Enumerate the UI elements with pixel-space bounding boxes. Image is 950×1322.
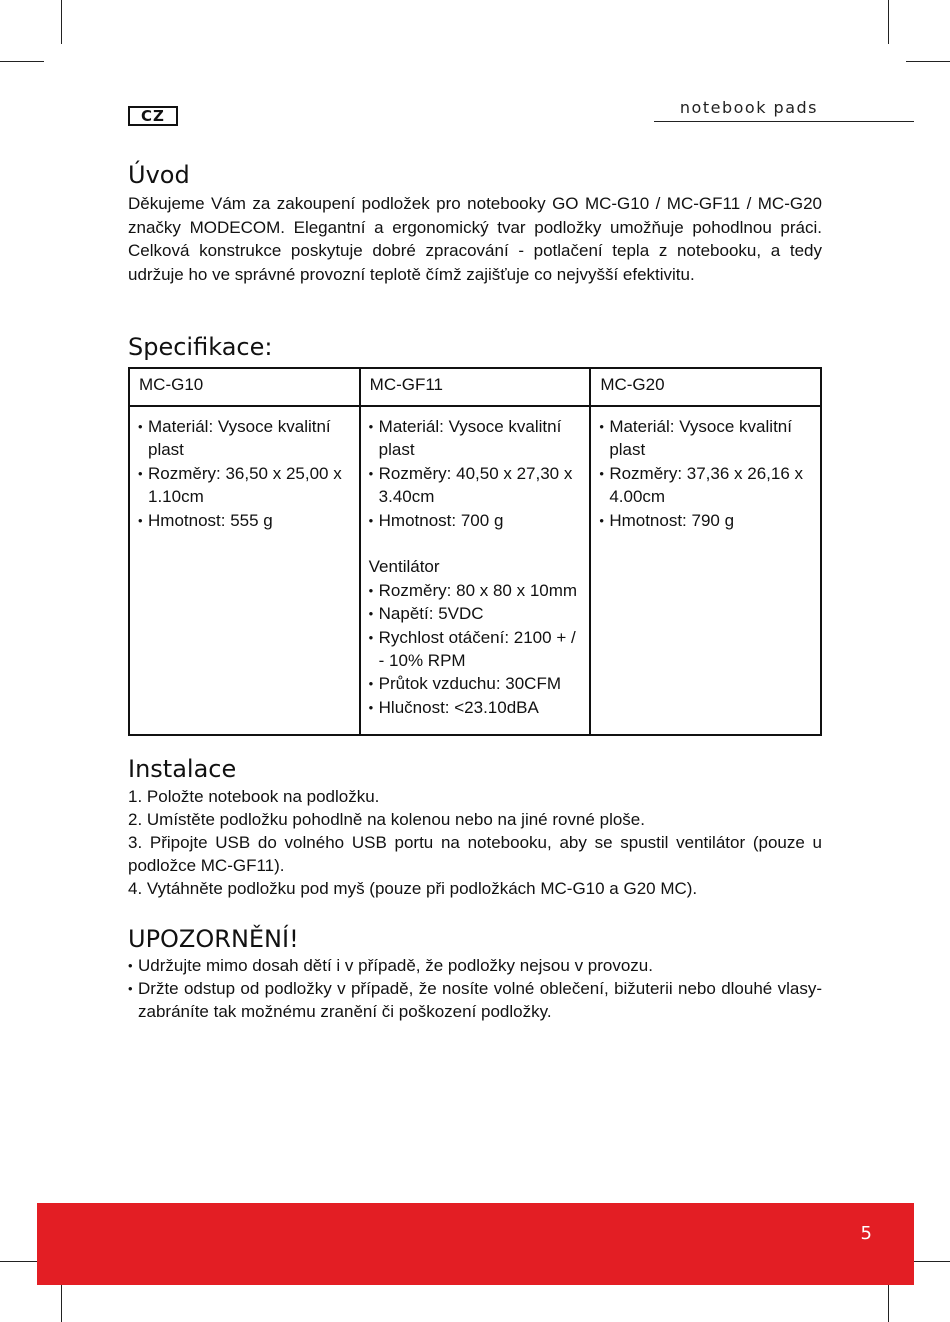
spec-table-header-row: [129, 368, 821, 406]
specs-section: [128, 333, 822, 361]
warning-list: [128, 954, 822, 1023]
spec-item: • Napětí: 5VDC: [369, 602, 584, 625]
crop-mark-top-left-h: [0, 61, 44, 62]
spec-cell-mc-g20: [590, 406, 821, 735]
spec-item: • Rozměry: 36,50 x 25,00 x 1.10cm: [138, 462, 353, 509]
language-badge: CZ: [128, 106, 178, 126]
warning-item: • Držte odstup od podložky v případě, že nosíte volné oblečení, bižuterii nebo dlouhé vlasy-zabráníte tak možnému zranění či poškození podložky.: [128, 977, 822, 1023]
install-step: 3. Připojte USB do volného USB portu na notebooku, aby se spustil ventilátor (pouze u podložce MC-GF11).: [128, 833, 822, 875]
intro-section: [128, 161, 822, 286]
specs-heading: Specifikace:: [128, 333, 273, 361]
crop-mark-top-right-v: [888, 0, 889, 44]
install-heading: Instalace: [128, 755, 237, 783]
spec-table-row: [129, 406, 821, 735]
spec-list: [599, 415, 814, 532]
footer-band: [37, 1203, 914, 1285]
spec-item: • Rozměry: 80 x 80 x 10mm: [369, 579, 584, 602]
warning-item: • Udržujte mimo dosah dětí i v případě, že podložky nejsou v provozu.: [128, 954, 822, 977]
install-step: 4. Vytáhněte podložku pod myš (pouze při podložkách MC-G10 a G20 MC).: [128, 879, 698, 898]
spec-item: • Hmotnost: 700 g: [369, 509, 584, 532]
install-section: [128, 755, 822, 900]
spec-cell-mc-gf11: [360, 406, 591, 735]
spec-model-header: MC-GF11: [360, 368, 591, 406]
install-step: 2. Umístěte podložku pohodlně na kolenou nebo na jiné rovné ploše.: [128, 810, 645, 829]
spec-item: • Rozměry: 37,36 x 26,16 x 4.00cm: [599, 462, 814, 509]
spec-item: • Materiál: Vysoce kvalitní plast: [138, 415, 353, 462]
fan-spec-list: [369, 579, 584, 719]
warning-heading: UPOZORNĚNÍ!: [128, 925, 299, 953]
spec-cell-mc-g10: [129, 406, 360, 735]
spec-list: [138, 415, 353, 532]
spec-table: [128, 367, 822, 736]
crop-mark-top-left-v: [61, 0, 62, 44]
fan-subtitle: Ventilátor: [368, 557, 440, 577]
spec-item: • Hmotnost: 790 g: [599, 509, 814, 532]
spec-item: • Rychlost otáčení: 2100 + / - 10% RPM: [369, 626, 584, 673]
spec-item: • Hmotnost: 555 g: [138, 509, 353, 532]
spec-model-header: MC-G20: [590, 368, 821, 406]
spec-item: • Rozměry: 40,50 x 27,30 x 3.40cm: [369, 462, 584, 509]
spec-list: [369, 415, 584, 532]
crop-mark-top-right-h: [906, 61, 950, 62]
header-title: notebook pads: [679, 98, 818, 117]
install-step: 1. Položte notebook na podložku.: [128, 787, 380, 806]
page-number: 5: [860, 1223, 872, 1244]
warning-section: [128, 925, 822, 1023]
spec-item: • Hlučnost: <23.10dBA: [369, 696, 584, 719]
install-steps: [128, 785, 822, 900]
spec-item: • Materiál: Vysoce kvalitní plast: [599, 415, 814, 462]
spec-item: • Materiál: Vysoce kvalitní plast: [369, 415, 584, 462]
spec-item: • Průtok vzduchu: 30CFM: [369, 672, 584, 695]
header-rule: [654, 121, 914, 122]
intro-heading: Úvod: [128, 161, 190, 189]
intro-text: Děkujeme Vám za zakoupení podložek pro notebooky GO MC-G10 / MC-GF11 / MC-G20 značky MODECOM. Elegantní a ergonomický tvar podložky umožňuje pohodlnou práci. Celková konstrukce poskytuje dobré zpracování - potlačení tepla z notebooku, a tedy udržuje ho ve správné provozní teplotě čímž zajišťuje co nejvyšší efektivitu.: [128, 194, 822, 284]
spec-model-header: MC-G10: [129, 368, 360, 406]
